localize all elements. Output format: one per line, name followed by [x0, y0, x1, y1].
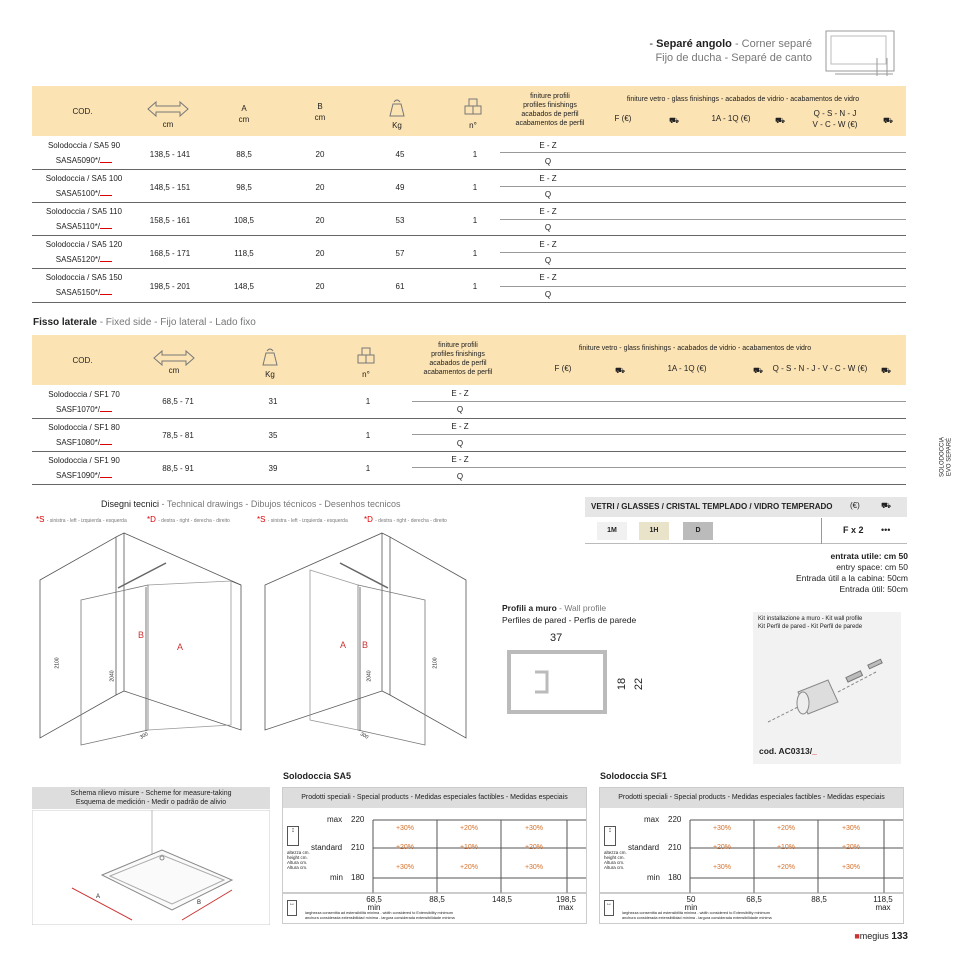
t2-col-cod: COD. — [72, 356, 93, 365]
left-legend-2: *S - sinistra - left - izquierda - esquerda — [257, 515, 348, 524]
height-label: 2040 — [366, 670, 373, 682]
height-label: 2040 — [109, 670, 116, 682]
sa5-grid: Prodotti speciali - Special products - Medidas especiales factibles - Medidas especiais max 220 standard 210 min 180 ↕ altezza cm. height cm. Altura cm. Altura cm. +30% +20% +30% +20% +10% +20% +30% +20% +30% 68,5 min 88,5 148,5 198,5 max ↔ larghezza consentita ad estensibilità minima - width considered to Extensibility minimum anchura considerada extensibilidad mínima - largura considerada extensibilidade mínima — [282, 787, 587, 924]
kit-illustration — [758, 652, 898, 732]
label-b: B — [362, 640, 369, 650]
glass-d[interactable]: D — [683, 522, 713, 540]
t1-col-profili: finiture profili profiles finishings acabados de perfil acabamentos de perfil — [515, 93, 585, 127]
t1-col-cm: cm — [162, 120, 174, 129]
truck-icon: ⛟ — [614, 366, 626, 375]
t1-col-a-unit: cm — [238, 115, 250, 124]
t2-col-n: n° — [362, 370, 370, 379]
label-b: B — [138, 630, 145, 640]
t1-col-q2: V - C - W (€) — [812, 120, 858, 129]
dim-37: 37 — [550, 632, 563, 644]
t2-col-vetro: finiture vetro - glass finishings - acabados de vidrio - acabamentos de vidro — [578, 345, 812, 352]
height-label: 2100 — [54, 657, 61, 669]
t1-col-b-unit: cm — [314, 113, 326, 122]
right-legend: *D - destra - right - derecha - direito — [147, 515, 230, 524]
t2-col-q: Q - S - N - J - V - C - W (€) — [772, 364, 868, 373]
sf1-grid: Prodotti speciali - Special products - Medidas especiales factibles - Medidas especiais max 220 standard 210 min 180 ↕ altezza cm. height cm. Altura cm. Altura cm. +30% +20% +30% +20% +10% +20% +30% +20% +30% 50 min 68,5 88,5 118,5 max ↔ larghezza consentita ad estensibilità minima - width considered to Extensibility minimum anchura considerada extensibilidad mínima - largura considerada extensibilidade mínima — [599, 787, 904, 924]
schema-label-a: A — [96, 894, 101, 900]
schema-header: Schema rilievo misure - Scheme for measure-taking Esquema de medición - Medir o padrão de alivio — [32, 787, 270, 809]
measure-scheme — [32, 810, 270, 925]
t1-col-1a: 1A - 1Q (€) — [711, 114, 751, 123]
sf1-title: Solodoccia SF1 — [600, 771, 668, 781]
truck-icon: ⛟ — [881, 501, 892, 510]
t1-col-vetro: finiture vetro - glass finishings - acabados de vidrio - acabamentos de vidro — [626, 96, 860, 103]
t1-col-q1: Q - S - N - J — [813, 109, 857, 118]
label-a: A — [340, 640, 347, 650]
truck-icon: ⛟ — [752, 366, 764, 375]
schema-label-b: B — [197, 900, 202, 906]
width-icon: ↔ — [287, 900, 297, 916]
t2-col-1a: 1A - 1Q (€) — [667, 364, 707, 373]
t2-col-cm: cm — [168, 366, 180, 375]
glass-1m[interactable]: 1M — [597, 522, 627, 540]
sa5-title: Solodoccia SA5 — [283, 771, 352, 781]
page-number: 133 — [891, 931, 908, 942]
left-legend: *S - sinistra - left - izquierda - esquerda — [36, 515, 127, 524]
glass-1h[interactable]: 1H — [639, 522, 669, 540]
height-icon: ↕ — [604, 826, 616, 846]
vetri-header: VETRI / GLASSES / CRISTAL TEMPLADO / VIDRO TEMPERADO (€) ⛟ — [585, 497, 907, 517]
t2-col-profili: finiture profili profiles finishings acabados de perfil acabamentos de perfil — [423, 342, 493, 376]
t1-col-cod: COD. — [72, 107, 93, 116]
truck-icon: ⛟ — [774, 116, 786, 125]
width-icon: ↔ — [604, 900, 614, 916]
t2-col-kg: Kg — [265, 370, 275, 379]
label-a: A — [177, 642, 184, 652]
t2-col-f: F (€) — [554, 364, 572, 373]
altezza-label: altezza cm. height cm. Altura cm. Altura cm. — [287, 850, 310, 870]
fisso-title: Fisso laterale - Fixed side - Fijo lateral - Lado fixo — [33, 317, 256, 328]
package-icon — [463, 98, 483, 118]
height-icon: ↕ — [287, 826, 299, 846]
width-label: 300 — [139, 731, 150, 741]
t1-col-n: n° — [469, 121, 477, 130]
t1-col-a: A — [241, 104, 247, 113]
altezza-label: altezza cm. height cm. Altura cm. Altura cm. — [604, 850, 627, 870]
truck-icon: ⛟ — [668, 116, 680, 125]
vetri-row — [585, 518, 907, 544]
width-arrows-icon — [152, 349, 196, 367]
dim-22: 22 — [633, 677, 646, 691]
width-label: 300 — [359, 731, 370, 741]
dots: ••• — [881, 525, 891, 535]
truck-icon: ⛟ — [882, 116, 894, 125]
kit-panel: Kit installazione a muro - Kit wall profile Kit Perfil de pared - Kit Perfil de parede cod. AC0313/_ — [753, 612, 901, 764]
dim-18: 18 — [616, 677, 629, 691]
side-label: SOLODOCCIA EVO SEPARÉ — [939, 437, 953, 478]
height-label: 2100 — [432, 657, 439, 669]
footer — [820, 931, 908, 942]
truck-icon: ⛟ — [880, 366, 892, 375]
t1-col-kg: Kg — [392, 121, 402, 130]
brand-logo-icon: ■ — [854, 931, 860, 941]
technical-drawing-right — [260, 525, 470, 750]
brand: megius — [859, 931, 889, 941]
corner-separe-thumbnail-icon — [825, 30, 895, 78]
wall-profile-section — [505, 648, 615, 716]
t1-col-f: F (€) — [614, 114, 632, 123]
package-icon — [356, 347, 376, 367]
fx2-label: F x 2 — [843, 525, 864, 535]
header-title: - Separé angolo - Corner separé Fijo de ducha - Separé de canto — [649, 38, 812, 64]
width-arrows-icon — [146, 100, 190, 118]
weight-icon — [386, 98, 408, 118]
weight-icon — [259, 347, 281, 367]
right-legend-2: *D - destra - right - derecha - direito — [364, 515, 447, 524]
entrata-text: entrata utile: cm 50 entry space: cm 50 Entrada útil a la cabina: 50cm Entrada útil: 50cm — [796, 551, 908, 594]
profili-title: Profili a muro - Wall profile Perfiles de pared - Perfis de parede — [502, 603, 637, 625]
t1-col-b: B — [317, 102, 323, 111]
drawings-title: Disegni tecnici - Technical drawings - Dibujos técnicos - Desenhos tecnicos — [101, 499, 401, 509]
